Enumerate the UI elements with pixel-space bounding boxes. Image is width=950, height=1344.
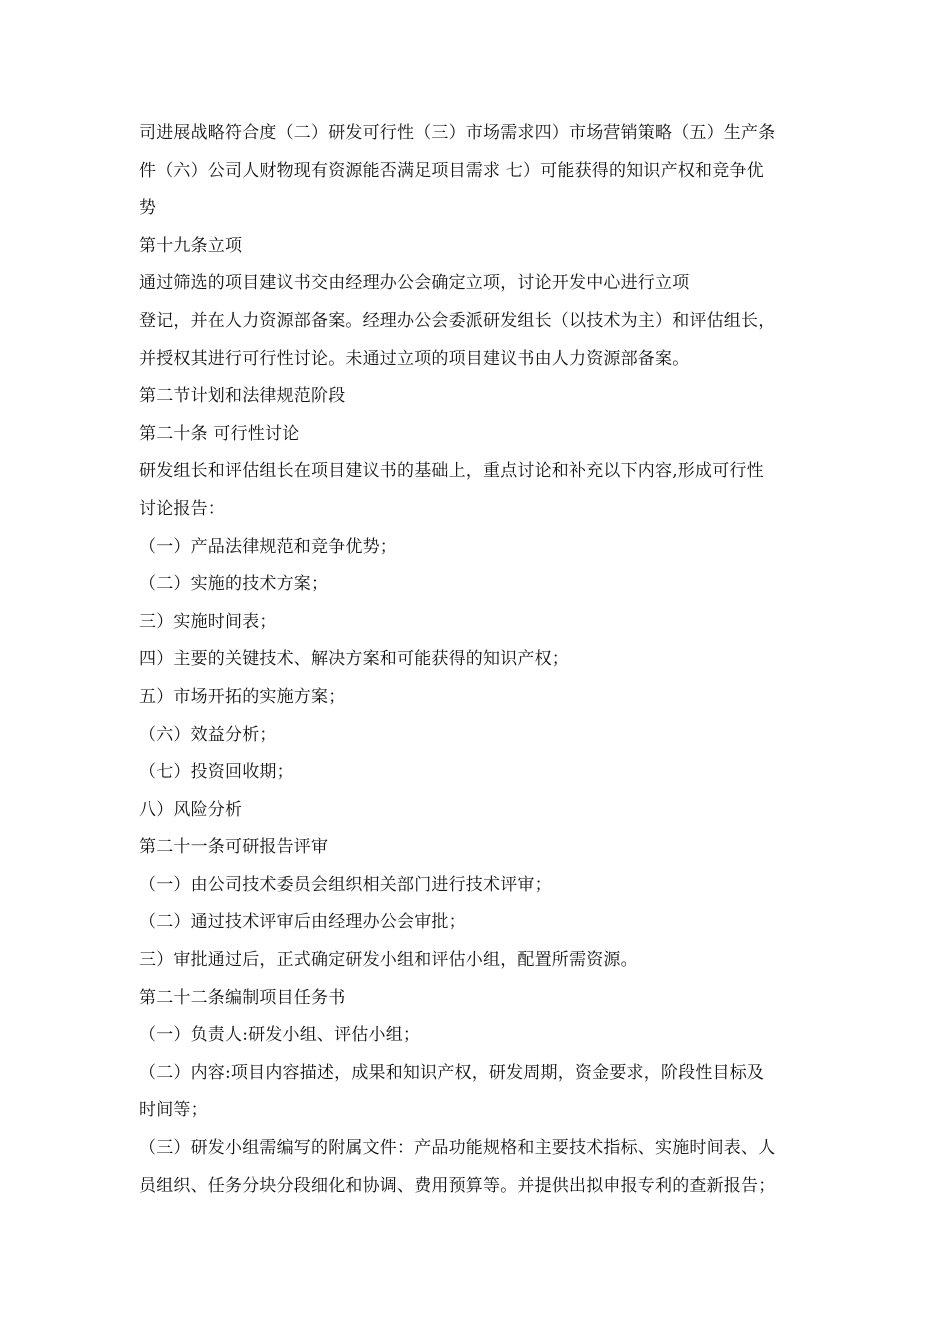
text-line: 登记，并在人力资源部备案。经理办公会委派研发组长（以技术为主）和评估组长， <box>139 310 776 331</box>
section-heading: 第二十条 可行性讨论 <box>139 423 300 444</box>
list-item: 八）风险分析 <box>139 799 243 820</box>
list-item: （七）投资回收期； <box>139 762 294 783</box>
text-line: 讨论报告： <box>139 498 225 519</box>
text-line: 研发组长和评估组长在项目建议书的基础上，重点讨论和补充以下内容,形成可行性 <box>139 461 764 482</box>
text-line: 势 <box>139 198 157 219</box>
list-item: 三）审批通过后，正式确定研发小组和评估小组，配置所需资源。 <box>139 950 638 971</box>
text-line: 并授权其进行可行性讨论。未通过立项的项目建议书由人力资源部备案。 <box>139 348 690 369</box>
section-heading: 第二节计划和法律规范阶段 <box>139 386 346 407</box>
section-heading: 第十九条立项 <box>139 235 243 256</box>
text-line: 件（六）公司人财物现有资源能否满足项目需求 七）可能获得的知识产权和竞争优 <box>139 160 764 181</box>
text-line: 员组织、任务分块分段细化和协调、费用预算等。并提供出拟申报专利的查新报告； <box>139 1175 776 1196</box>
list-item: （六）效益分析； <box>139 724 277 745</box>
list-item: （三）研发小组需编写的附属文件：产品功能规格和主要技术指标、实施时间表、人 <box>139 1138 776 1159</box>
section-heading: 第二十二条编制项目任务书 <box>139 987 346 1008</box>
list-item: （二）通过技术评审后由经理办公会审批； <box>139 912 466 933</box>
list-item: （一）负责人:研发小组、评估小组； <box>139 1025 421 1046</box>
list-item: （一）由公司技术委员会组织相关部门进行技术评审； <box>139 874 552 895</box>
list-item: 三）实施时间表； <box>139 611 277 632</box>
text-line: 司进展战略符合度（二）研发可行性（三）市场需求四）市场营销策略（五）生产条 <box>139 123 776 143</box>
list-item: 五）市场开拓的实施方案； <box>139 686 346 707</box>
text-line: 通过筛选的项目建议书交由经理办公会确定立项，讨论开发中心进行立项 <box>139 273 690 294</box>
list-item: （二）实施的技术方案； <box>139 574 329 595</box>
list-item: 四）主要的关键技术、解决方案和可能获得的知识产权； <box>139 649 569 670</box>
section-heading: 第二十一条可研报告评审 <box>139 837 329 858</box>
document-body <box>139 115 829 1205</box>
list-item: （一）产品法律规范和竞争优势； <box>139 536 397 557</box>
text-line: 时间等； <box>139 1100 208 1121</box>
list-item: （二）内容:项目内容描述，成果和知识产权，研发周期，资金要求，阶段性目标及 <box>139 1062 765 1083</box>
